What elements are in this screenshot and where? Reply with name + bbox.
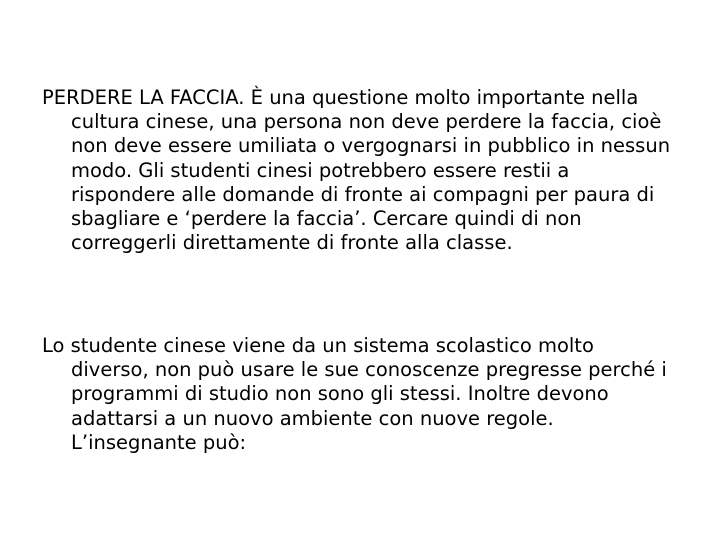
paragraph-perdere-la-faccia: PERDERE LA FACCIA. È una questione molto importante nella cultura cinese, una persona non deve perdere la faccia, cioè non deve essere umiliata o vergognarsi in pubblico in nessun modo. Gli studenti cinesi potrebbero essere restii a rispondere alle domande di fronte ai compagni per paura di sbagliare e ‘perdere la faccia’. Cercare quindi di non correggerli direttamente di fronte alla classe. — [42, 86, 671, 255]
paragraph-studente-cinese: Lo studente cinese viene da un sistema scolastico molto diverso, non può usare le sue conoscenze pregresse perché i programmi di studio non sono gli stessi. Inoltre devono adattarsi a un nuovo ambiente con nuove regole. L’insegnante può: — [42, 334, 667, 454]
